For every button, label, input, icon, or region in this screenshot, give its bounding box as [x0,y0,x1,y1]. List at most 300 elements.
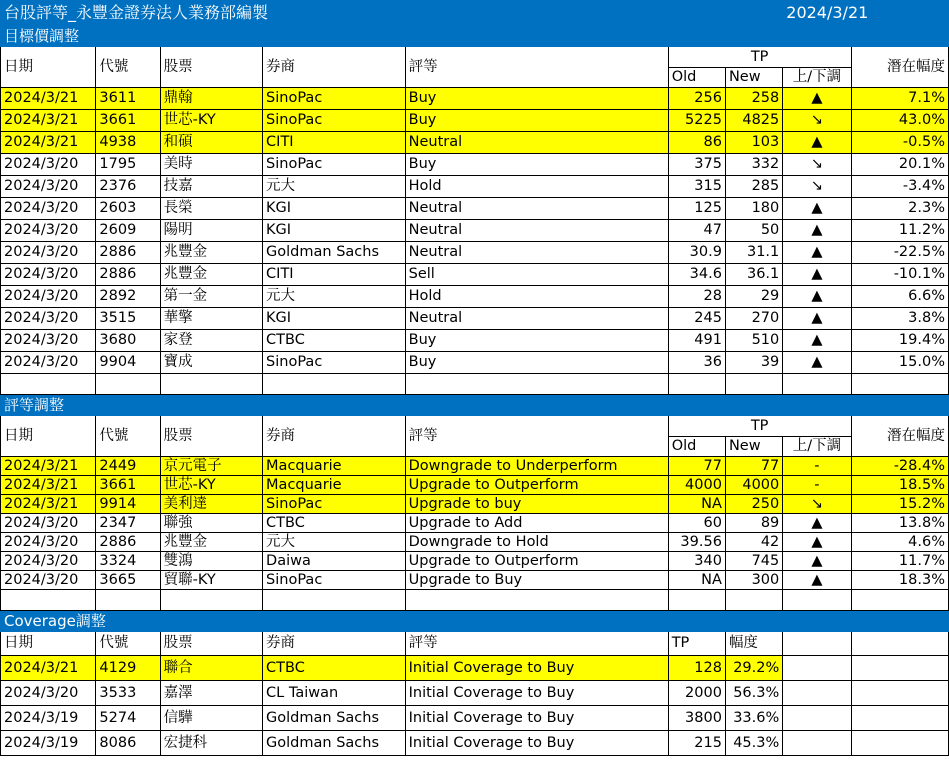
sheet-date: 2024/3/21 [783,1,949,26]
cell-rating: Sell [405,264,668,286]
table-row [1,330,949,352]
table-row [1,656,949,681]
cell-upside: 15.0% [851,352,948,374]
cell-code: 3533 [96,681,160,706]
cell-date: 2024/3/20 [1,308,96,330]
empty-cell [783,731,851,756]
cell-broker: KGI [263,220,406,242]
cell-code: 1795 [96,154,160,176]
cell-stock: 京元電子 [160,457,262,476]
col-range: 幅度 [725,632,782,656]
cell-direction: ▲ [783,242,851,264]
table-row [1,731,949,756]
empty-cell [851,374,948,395]
table-row [1,533,949,552]
cell-new: 39 [725,352,782,374]
empty-cell [96,374,160,395]
empty-cell [160,374,262,395]
col-new: New [725,437,782,457]
cell-new: 103 [725,132,782,154]
sheet-header [1,1,949,26]
cell-stock: 美利達 [160,495,262,514]
empty-cell [851,656,948,681]
cell-stock: 美時 [160,154,262,176]
cell-new: 29 [725,286,782,308]
empty-cell [783,656,851,681]
cell-new: 77 [725,457,782,476]
cell-date: 2024/3/20 [1,220,96,242]
empty-cell [96,590,160,611]
cell-rating: Buy [405,352,668,374]
cell-date: 2024/3/20 [1,264,96,286]
cell-broker: KGI [263,198,406,220]
col-dir: 上/下調 [783,437,851,457]
cell-rating: Buy [405,330,668,352]
empty-cell [263,590,406,611]
cell-direction: ↘ [783,176,851,198]
cell-range: 56.3% [725,681,782,706]
table-row [1,552,949,571]
cell-code: 2886 [96,264,160,286]
cell-old: 39.56 [668,533,725,552]
cell-stock: 兆豐金 [160,264,262,286]
table-row [1,176,949,198]
cell-broker: Macquarie [263,476,406,495]
cell-code: 2603 [96,198,160,220]
table-row [1,88,949,110]
table-row [1,706,949,731]
cell-code: 3515 [96,308,160,330]
col-rating: 評等 [405,416,668,457]
cell-direction: ▲ [783,552,851,571]
cell-code: 3661 [96,476,160,495]
cell-broker: CTBC [263,514,406,533]
cell-code: 9904 [96,352,160,374]
cell-tp: 128 [668,656,725,681]
cell-date: 2024/3/21 [1,656,96,681]
cell-broker: Daiwa [263,552,406,571]
cell-old: 36 [668,352,725,374]
cell-code: 4938 [96,132,160,154]
cell-rating: Neutral [405,132,668,154]
col-stock: 股票 [160,416,262,457]
cell-upside: 6.6% [851,286,948,308]
cell-stock: 兆豐金 [160,242,262,264]
cell-old: 315 [668,176,725,198]
cell-old: 30.9 [668,242,725,264]
cell-date: 2024/3/21 [1,476,96,495]
cell-broker: SinoPac [263,110,406,132]
cell-new: 270 [725,308,782,330]
cell-code: 3680 [96,330,160,352]
cell-rating: Hold [405,286,668,308]
cell-date: 2024/3/21 [1,88,96,110]
cell-direction: ▲ [783,514,851,533]
col-old: Old [668,68,725,88]
cell-broker: 元大 [263,176,406,198]
cell-new: 250 [725,495,782,514]
col-rating: 評等 [405,632,668,656]
cell-upside: 7.1% [851,88,948,110]
cell-upside: 18.3% [851,571,948,590]
cell-new: 258 [725,88,782,110]
col-date: 日期 [1,416,96,457]
cell-rating: Initial Coverage to Buy [405,731,668,756]
cell-old: 125 [668,198,725,220]
table-row [1,154,949,176]
table-row [1,110,949,132]
cell-stock: 貿聯-KY [160,571,262,590]
col-tp: TP [668,416,851,437]
cell-new: 332 [725,154,782,176]
cell-direction: ▲ [783,88,851,110]
col-upside: 潛在幅度 [851,416,948,457]
cell-new: 180 [725,198,782,220]
table-row [1,308,949,330]
col-old: Old [668,437,725,457]
cell-old: 77 [668,457,725,476]
column-header-row [1,47,949,68]
cell-tp: 2000 [668,681,725,706]
cell-stock: 和碩 [160,132,262,154]
cell-rating: Neutral [405,308,668,330]
cell-new: 745 [725,552,782,571]
col-broker: 券商 [263,416,406,457]
cell-date: 2024/3/20 [1,242,96,264]
cell-old: 375 [668,154,725,176]
cell-broker: SinoPac [263,495,406,514]
empty-cell [851,590,948,611]
cell-new: 285 [725,176,782,198]
cell-stock: 世芯-KY [160,110,262,132]
cell-direction: ↘ [783,495,851,514]
cell-old: 340 [668,552,725,571]
cell-new: 4000 [725,476,782,495]
cell-date: 2024/3/21 [1,495,96,514]
table-row [1,264,949,286]
cell-stock: 兆豐金 [160,533,262,552]
cell-date: 2024/3/20 [1,352,96,374]
cell-old: 491 [668,330,725,352]
cell-range: 45.3% [725,731,782,756]
cell-date: 2024/3/20 [1,571,96,590]
col-tp: TP [668,632,725,656]
cell-direction: ▲ [783,220,851,242]
table-row [1,571,949,590]
col-date: 日期 [1,47,96,88]
cell-upside: 11.2% [851,220,948,242]
empty-cell [725,374,782,395]
empty-cell [783,590,851,611]
empty-cell [851,681,948,706]
cell-date: 2024/3/20 [1,552,96,571]
col-code: 代號 [96,416,160,457]
cell-stock: 鼎翰 [160,88,262,110]
table-row [1,242,949,264]
cell-date: 2024/3/20 [1,154,96,176]
cell-code: 5274 [96,706,160,731]
cell-new: 4825 [725,110,782,132]
empty-cell [1,374,96,395]
cell-direction: ▲ [783,198,851,220]
cell-rating: Initial Coverage to Buy [405,681,668,706]
cell-broker: CITI [263,132,406,154]
cell-direction: ▲ [783,286,851,308]
empty-cell [783,706,851,731]
cell-direction: ▲ [783,132,851,154]
cell-upside: 20.1% [851,154,948,176]
col-date: 日期 [1,632,96,656]
cell-rating: Neutral [405,198,668,220]
cell-broker: SinoPac [263,88,406,110]
empty-cell [405,374,668,395]
empty-cell [783,681,851,706]
cell-broker: SinoPac [263,154,406,176]
cell-date: 2024/3/20 [1,330,96,352]
cell-broker: Goldman Sachs [263,706,406,731]
cell-broker: Macquarie [263,457,406,476]
cell-stock: 世芯-KY [160,476,262,495]
cell-new: 31.1 [725,242,782,264]
column-header-row [1,416,949,437]
cell-date: 2024/3/19 [1,706,96,731]
cell-direction: ↘ [783,110,851,132]
cell-new: 89 [725,514,782,533]
cell-direction: ▲ [783,308,851,330]
sheet-title: 台股評等_永豐金證券法人業務部編製 [1,1,783,26]
section-title: 評等調整 [1,395,949,416]
empty-cell [405,590,668,611]
spacer-row [1,590,949,611]
cell-rating: Upgrade to Outperform [405,476,668,495]
cell-direction: - [783,457,851,476]
section-title: Coverage調整 [1,611,949,632]
empty-cell [263,374,406,395]
cell-tp: 215 [668,731,725,756]
cell-old: 86 [668,132,725,154]
table-row [1,681,949,706]
cell-upside: 2.3% [851,198,948,220]
cell-code: 8086 [96,731,160,756]
column-header-row [1,632,949,656]
cell-upside: 13.8% [851,514,948,533]
cell-rating: Neutral [405,220,668,242]
cell-date: 2024/3/21 [1,110,96,132]
cell-rating: Buy [405,88,668,110]
cell-upside: 19.4% [851,330,948,352]
cell-direction: ▲ [783,352,851,374]
cell-date: 2024/3/20 [1,198,96,220]
empty-cell [851,632,948,656]
empty-cell [668,374,725,395]
col-dir: 上/下調 [783,68,851,88]
cell-stock: 嘉澤 [160,681,262,706]
cell-stock: 信驊 [160,706,262,731]
cell-direction: ↘ [783,154,851,176]
spacer-row [1,374,949,395]
col-code: 代號 [96,47,160,88]
cell-upside: 4.6% [851,533,948,552]
cell-upside: -22.5% [851,242,948,264]
cell-stock: 聯強 [160,514,262,533]
cell-date: 2024/3/21 [1,457,96,476]
col-tp: TP [668,47,851,68]
cell-broker: CL Taiwan [263,681,406,706]
cell-direction: ▲ [783,330,851,352]
cell-broker: CTBC [263,656,406,681]
cell-code: 4129 [96,656,160,681]
cell-date: 2024/3/19 [1,731,96,756]
cell-code: 3661 [96,110,160,132]
col-broker: 券商 [263,632,406,656]
cell-code: 3324 [96,552,160,571]
section-header-rating [1,395,949,416]
cell-rating: Upgrade to Outperform [405,552,668,571]
col-code: 代號 [96,632,160,656]
cell-old: 28 [668,286,725,308]
empty-cell [1,590,96,611]
cell-stock: 家登 [160,330,262,352]
cell-date: 2024/3/20 [1,681,96,706]
cell-rating: Initial Coverage to Buy [405,706,668,731]
cell-new: 510 [725,330,782,352]
col-new: New [725,68,782,88]
cell-code: 2886 [96,533,160,552]
cell-stock: 技嘉 [160,176,262,198]
cell-range: 33.6% [725,706,782,731]
cell-code: 9914 [96,495,160,514]
cell-old: 245 [668,308,725,330]
cell-upside: -28.4% [851,457,948,476]
empty-cell [160,590,262,611]
cell-rating: Hold [405,176,668,198]
empty-cell [725,590,782,611]
section-header-target [1,26,949,47]
cell-code: 2347 [96,514,160,533]
cell-upside: 11.7% [851,552,948,571]
cell-rating: Downgrade to Hold [405,533,668,552]
cell-broker: SinoPac [263,571,406,590]
col-broker: 券商 [263,47,406,88]
cell-rating: Downgrade to Underperform [405,457,668,476]
cell-rating: Neutral [405,242,668,264]
empty-cell [851,706,948,731]
cell-rating: Upgrade to buy [405,495,668,514]
table-row [1,476,949,495]
table-row [1,220,949,242]
cell-stock: 長榮 [160,198,262,220]
cell-direction: - [783,476,851,495]
cell-broker: CTBC [263,330,406,352]
cell-broker: CITI [263,264,406,286]
cell-rating: Buy [405,110,668,132]
cell-date: 2024/3/20 [1,533,96,552]
cell-code: 3665 [96,571,160,590]
cell-stock: 聯合 [160,656,262,681]
cell-upside: 15.2% [851,495,948,514]
cell-old: 256 [668,88,725,110]
cell-stock: 寶成 [160,352,262,374]
cell-upside: -3.4% [851,176,948,198]
cell-rating: Buy [405,154,668,176]
empty-cell [851,731,948,756]
cell-stock: 第一金 [160,286,262,308]
cell-code: 2376 [96,176,160,198]
cell-upside: -10.1% [851,264,948,286]
cell-range: 29.2% [725,656,782,681]
cell-new: 42 [725,533,782,552]
cell-old: 4000 [668,476,725,495]
cell-date: 2024/3/20 [1,286,96,308]
cell-rating: Upgrade to Add [405,514,668,533]
cell-code: 2609 [96,220,160,242]
table-row [1,457,949,476]
cell-code: 2449 [96,457,160,476]
cell-code: 3611 [96,88,160,110]
cell-date: 2024/3/20 [1,176,96,198]
table-row [1,352,949,374]
table-row [1,514,949,533]
cell-new: 300 [725,571,782,590]
cell-upside: 18.5% [851,476,948,495]
table-row [1,286,949,308]
cell-rating: Upgrade to Buy [405,571,668,590]
cell-old: NA [668,571,725,590]
empty-cell [668,590,725,611]
cell-upside: 43.0% [851,110,948,132]
cell-direction: ▲ [783,264,851,286]
cell-direction: ▲ [783,533,851,552]
cell-old: 47 [668,220,725,242]
cell-stock: 雙鴻 [160,552,262,571]
cell-new: 36.1 [725,264,782,286]
section-header-coverage [1,611,949,632]
cell-broker: KGI [263,308,406,330]
cell-broker: 元大 [263,533,406,552]
cell-stock: 宏捷科 [160,731,262,756]
cell-old: 5225 [668,110,725,132]
cell-code: 2892 [96,286,160,308]
cell-upside: -0.5% [851,132,948,154]
cell-code: 2886 [96,242,160,264]
col-upside: 潛在幅度 [851,47,948,88]
cell-broker: Goldman Sachs [263,731,406,756]
cell-old: 34.6 [668,264,725,286]
cell-tp: 3800 [668,706,725,731]
cell-date: 2024/3/21 [1,132,96,154]
cell-old: 60 [668,514,725,533]
cell-broker: SinoPac [263,352,406,374]
table-row [1,198,949,220]
cell-new: 50 [725,220,782,242]
empty-cell [783,374,851,395]
cell-broker: Goldman Sachs [263,242,406,264]
cell-rating: Initial Coverage to Buy [405,656,668,681]
col-rating: 評等 [405,47,668,88]
cell-old: NA [668,495,725,514]
cell-direction: ▲ [783,571,851,590]
cell-date: 2024/3/20 [1,514,96,533]
section-title: 目標價調整 [1,26,949,47]
col-stock: 股票 [160,47,262,88]
cell-broker: 元大 [263,286,406,308]
cell-stock: 陽明 [160,220,262,242]
cell-upside: 3.8% [851,308,948,330]
empty-cell [783,632,851,656]
table-row [1,132,949,154]
table-row [1,495,949,514]
col-stock: 股票 [160,632,262,656]
